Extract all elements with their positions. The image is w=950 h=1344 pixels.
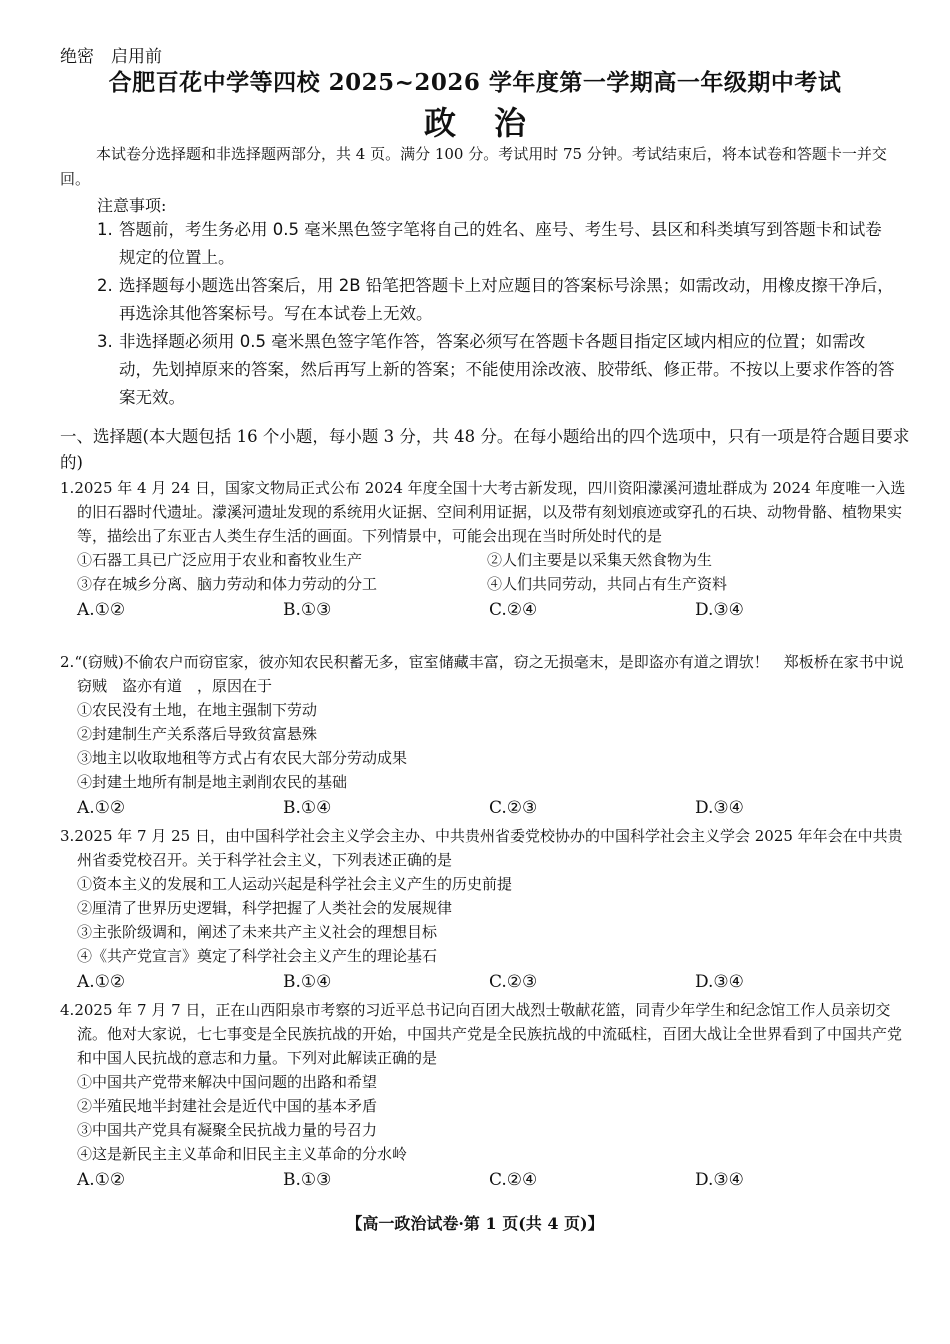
exam-title: 合肥百花中学等四校 2025~2026 学年度第一学期高一年级期中考试 bbox=[108, 69, 842, 96]
option-2: ②人们主要是以采集天然食物为生 bbox=[487, 551, 713, 569]
note-item bbox=[97, 328, 897, 412]
subject-title: 政治 bbox=[423, 104, 564, 142]
question-options bbox=[60, 698, 915, 794]
note-number: 1. bbox=[97, 220, 113, 239]
answer-d: D.③④ bbox=[695, 600, 744, 620]
question-3 bbox=[60, 824, 915, 995]
question-options bbox=[60, 872, 915, 968]
option-3: ③主张阶级调和，阐述了未来共产主义社会的理想目标 bbox=[77, 923, 438, 941]
note-text: 答题前，考生务必用 0.5 毫米黑色签字笔将自己的姓名、座号、考生号、县区和科类填写到答题卡和试卷规定的位置上。 bbox=[119, 220, 882, 267]
answer-b: B.①④ bbox=[283, 972, 332, 992]
answer-d: D.③④ bbox=[695, 972, 744, 992]
note-text: 非选择题必须用 0.5 毫米黑色签字笔作答，答案必须写在答题卡各题目指定区域内相应的位置；如需改动，先划掉原来的答案，然后再写上新的答案；不能使用涂改液、胶带纸、修正带。不按以上要求作答的答案无效。 bbox=[119, 332, 895, 407]
option-1: ①资本主义的发展和工人运动兴起是科学社会主义产生的历史前提 bbox=[77, 875, 513, 893]
answer-a: A.①② bbox=[77, 1170, 126, 1190]
question-4 bbox=[60, 998, 915, 1193]
answer-a: A.①② bbox=[77, 798, 126, 818]
answer-a: A.①② bbox=[77, 600, 126, 620]
option-1: ①石器工具已广泛应用于农业和畜牧业生产 bbox=[77, 551, 363, 569]
option-3: ③中国共产党具有凝聚全民抗战力量的号召力 bbox=[77, 1121, 378, 1139]
option-2: ②厘清了世界历史逻辑，科学把握了人类社会的发展规律 bbox=[77, 899, 453, 917]
exam-intro: 本试卷分选择题和非选择题两部分，共 4 页。满分 100 分。考试用时 75 分钟。考试结束后，将本试卷和答题卡一并交回。 bbox=[60, 145, 887, 188]
question-number: 3. bbox=[60, 827, 75, 845]
question-text: 2025 年 7 月 7 日，正在山西阳泉市考察的习近平总书记向百团大战烈士敬献花篮，同青少年学生和纪念馆工作人员亲切交流。他对大家说，七七事变是全民族抗战的开始，中国共产党是全民族抗战的中流砥柱，百团大战让全世界看到了中国共产党和中国人民抗战的意志和力量。下列对此解读正确的是 bbox=[74, 1001, 903, 1067]
option-4: ④《共产党宣言》奠定了科学社会主义产生的理论基石 bbox=[77, 947, 438, 965]
question-stem bbox=[60, 998, 915, 1070]
answer-choices bbox=[60, 969, 915, 995]
answer-c: C.②④ bbox=[489, 1170, 538, 1190]
option-4: ④人们共同劳动，共同占有生产资料 bbox=[487, 575, 728, 593]
note-item bbox=[97, 216, 897, 272]
question-options bbox=[60, 1070, 915, 1166]
question-1 bbox=[60, 476, 915, 623]
question-options bbox=[60, 548, 915, 596]
question-number: 4. bbox=[60, 1001, 75, 1019]
option-4: ④这是新民主主义革命和旧民主主义革命的分水岭 bbox=[77, 1145, 408, 1163]
answer-c: C.②③ bbox=[489, 798, 538, 818]
answer-choices bbox=[60, 597, 915, 623]
option-2: ②半殖民地半封建社会是近代中国的基本矛盾 bbox=[77, 1097, 378, 1115]
notes-list bbox=[97, 216, 897, 412]
option-3: ③存在城乡分离、脑力劳动和体力劳动的分工 bbox=[77, 575, 378, 593]
answer-d: D.③④ bbox=[695, 798, 744, 818]
answer-c: C.②③ bbox=[489, 972, 538, 992]
note-number: 2. bbox=[97, 276, 113, 295]
question-stem bbox=[60, 476, 915, 548]
answer-a: A.①② bbox=[77, 972, 126, 992]
option-1: ①农民没有土地，在地主强制下劳动 bbox=[77, 701, 318, 719]
answer-choices bbox=[60, 1167, 915, 1193]
question-number: 1. bbox=[60, 479, 75, 497]
question-2 bbox=[60, 650, 915, 821]
notes-title: 注意事项: bbox=[97, 196, 167, 215]
answer-b: B.①③ bbox=[283, 600, 332, 620]
option-3: ③地主以收取地租等方式占有农民大部分劳动成果 bbox=[77, 749, 408, 767]
option-1: ①中国共产党带来解决中国问题的出路和希望 bbox=[77, 1073, 378, 1091]
question-number: 2. bbox=[60, 653, 75, 671]
page-footer: 【高一政治试卷·第 1 页(共 4 页)】 bbox=[346, 1214, 604, 1233]
note-text: 选择题每小题选出答案后，用 2B 铅笔把答题卡上对应题目的答案标号涂黑；如需改动，用橡皮擦干净后，再选涂其他答案标号。写在本试卷上无效。 bbox=[119, 276, 894, 323]
question-stem bbox=[60, 824, 915, 872]
answer-d: D.③④ bbox=[695, 1170, 744, 1190]
answer-choices bbox=[60, 795, 915, 821]
note-number: 3. bbox=[97, 332, 113, 351]
answer-b: B.①③ bbox=[283, 1170, 332, 1190]
note-item bbox=[97, 272, 897, 328]
answer-c: C.②④ bbox=[489, 600, 538, 620]
question-text: 2025 年 4 月 24 日，国家文物局正式公布 2024 年度全国十大考古新发现，四川资阳濛溪河遗址群成为 2024 年度唯一入选的旧石器时代遗址。濛溪河遗址发现的系统用火证据、空间利用证据，以及带有刻划痕迹或穿孔的石块、动物骨骼、植物果实等，描绘出了东亚古人类生存生活的画面。下列情景中，可能会出现在当时所处时代的是 bbox=[74, 479, 906, 545]
section-title: 一、选择题(本大题包括 16 个小题，每小题 3 分，共 48 分。在每小题给出的四个选项中，只有一项是符合题目要求的) bbox=[60, 427, 910, 472]
option-2: ②封建制生产关系落后导致贫富悬殊 bbox=[77, 725, 318, 743]
answer-b: B.①④ bbox=[283, 798, 332, 818]
question-text: 2025 年 7 月 25 日，由中国科学社会主义学会主办、中共贵州省委党校协办的中国科学社会主义学会 2025 年年会在中共贵州省委党校召开。关于科学社会主义，下列表述正确的是 bbox=[74, 827, 903, 869]
question-text: “(窃贼)不偷农户而窃宦家，彼亦知农民积蓄无多，宦室储藏丰富，窃之无损毫末，是即盗亦有道之谓欤！ 郑板桥在家书中说窃贼 盗亦有道 ，原因在于 bbox=[74, 653, 904, 695]
question-stem bbox=[60, 650, 915, 698]
option-4: ④封建土地所有制是地主剥削农民的基础 bbox=[77, 773, 348, 791]
confidential-label: 绝密 启用前 bbox=[60, 47, 162, 67]
